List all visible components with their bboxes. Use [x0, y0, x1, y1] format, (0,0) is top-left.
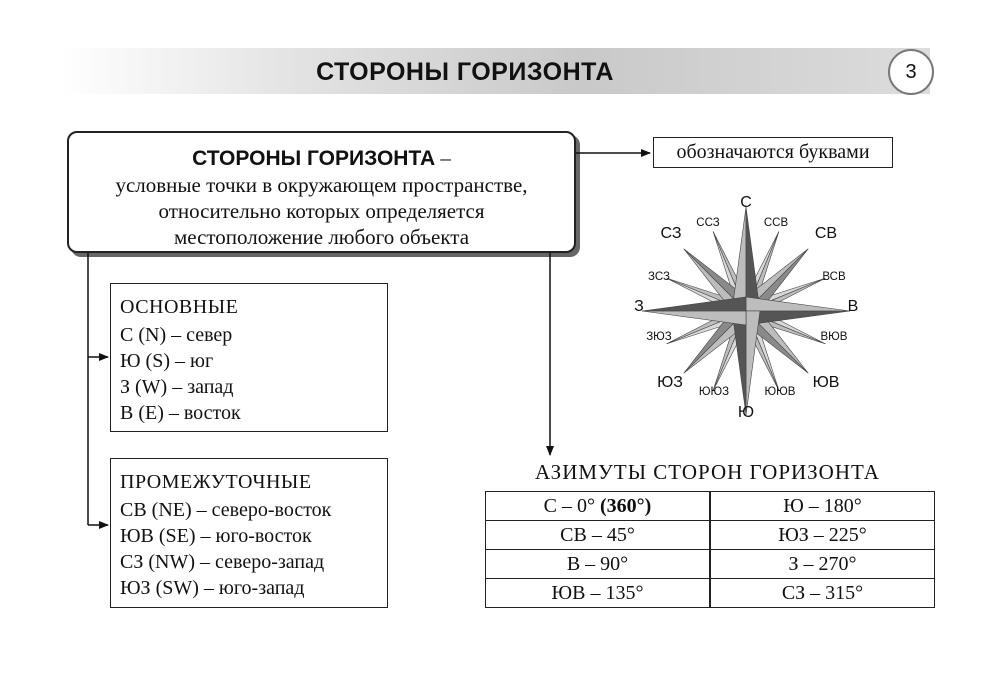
- definition-line: местоположение любого объекта: [173, 225, 470, 249]
- rose-main-ray-half-b: [746, 207, 760, 311]
- rose-main-ray-half-b: [642, 297, 746, 311]
- azimuth-table-title: АЗИМУТЫ СТОРОН ГОРИЗОНТА: [535, 460, 880, 484]
- list-item: С (N) – север: [120, 324, 233, 346]
- table-cell: ЮВ – 135°: [486, 579, 711, 608]
- compass-label-wsw: ЗЮЗ: [646, 331, 672, 343]
- list-item: ЮВ (SE) – юго-восток: [120, 525, 312, 547]
- page-title: СТОРОНЫ ГОРИЗОНТА: [316, 58, 614, 86]
- list-item: СЗ (NW) – северо-запад: [120, 551, 325, 573]
- rose-main-ray-half-a: [746, 311, 760, 415]
- definition-term: СТОРОНЫ ГОРИЗОНТА: [192, 147, 436, 170]
- table-cell: СВ – 45°: [486, 521, 711, 550]
- rose-main-ray-half-a: [642, 311, 746, 325]
- compass-label-sse: ЮЮВ: [764, 386, 796, 398]
- table-cell: Ю – 180°: [710, 492, 935, 521]
- compass-label-n: С: [740, 194, 752, 211]
- compass-label-e: В: [847, 298, 859, 315]
- table-cell: В – 90°: [486, 550, 711, 579]
- compass-label-nne: ССВ: [763, 217, 789, 229]
- compass-label-se: ЮВ: [812, 374, 840, 391]
- compass-label-sw: ЮЗ: [657, 374, 683, 391]
- compass-label-w: З: [634, 298, 644, 315]
- definition-line: условные точки в окружающем пространстве,: [115, 173, 528, 197]
- compass-label-nw: СЗ: [660, 225, 682, 242]
- main-directions-title: ОСНОВНЫЕ: [120, 296, 239, 318]
- rose-main-ray-half-a: [732, 207, 746, 311]
- table-cell: З – 270°: [710, 550, 935, 579]
- list-item: ЮЗ (SW) – юго-запад: [120, 577, 305, 599]
- letters-note-box: обозначаются буквами: [653, 137, 893, 168]
- page-number: 3: [888, 49, 934, 95]
- compass-label-s: Ю: [737, 404, 755, 421]
- azimuth-value: С – 0°: [543, 494, 600, 517]
- rose-main-ray-half-b: [746, 311, 850, 325]
- list-item: СВ (NE) – северо-восток: [120, 499, 332, 521]
- table-cell: СЗ – 315°: [710, 579, 935, 608]
- list-item: З (W) – запад: [120, 376, 234, 398]
- compass-label-ssw: ЮЮЗ: [698, 386, 730, 398]
- definition-line: относительно которых определяется: [158, 199, 485, 223]
- definition-dash: –: [435, 146, 451, 170]
- connector-arrows: [88, 153, 650, 525]
- azimuth-extra: (360°): [600, 494, 652, 517]
- list-item: В (E) – восток: [120, 402, 241, 424]
- rose-main-ray-half-a: [746, 297, 850, 311]
- compass-label-wnw: ЗСЗ: [648, 271, 670, 283]
- rose-main-ray-half-b: [732, 311, 746, 415]
- compass-label-ne: СВ: [814, 225, 838, 242]
- compass-label-ese: ВЮВ: [820, 331, 848, 343]
- compass-label-nnw: ССЗ: [696, 217, 720, 229]
- table-cell: ЮЗ – 225°: [710, 521, 935, 550]
- list-item: Ю (S) – юг: [120, 350, 214, 372]
- compass-label-ene: ВСВ: [822, 271, 846, 283]
- intermediate-directions-title: ПРОМЕЖУТОЧНЫЕ: [120, 471, 312, 493]
